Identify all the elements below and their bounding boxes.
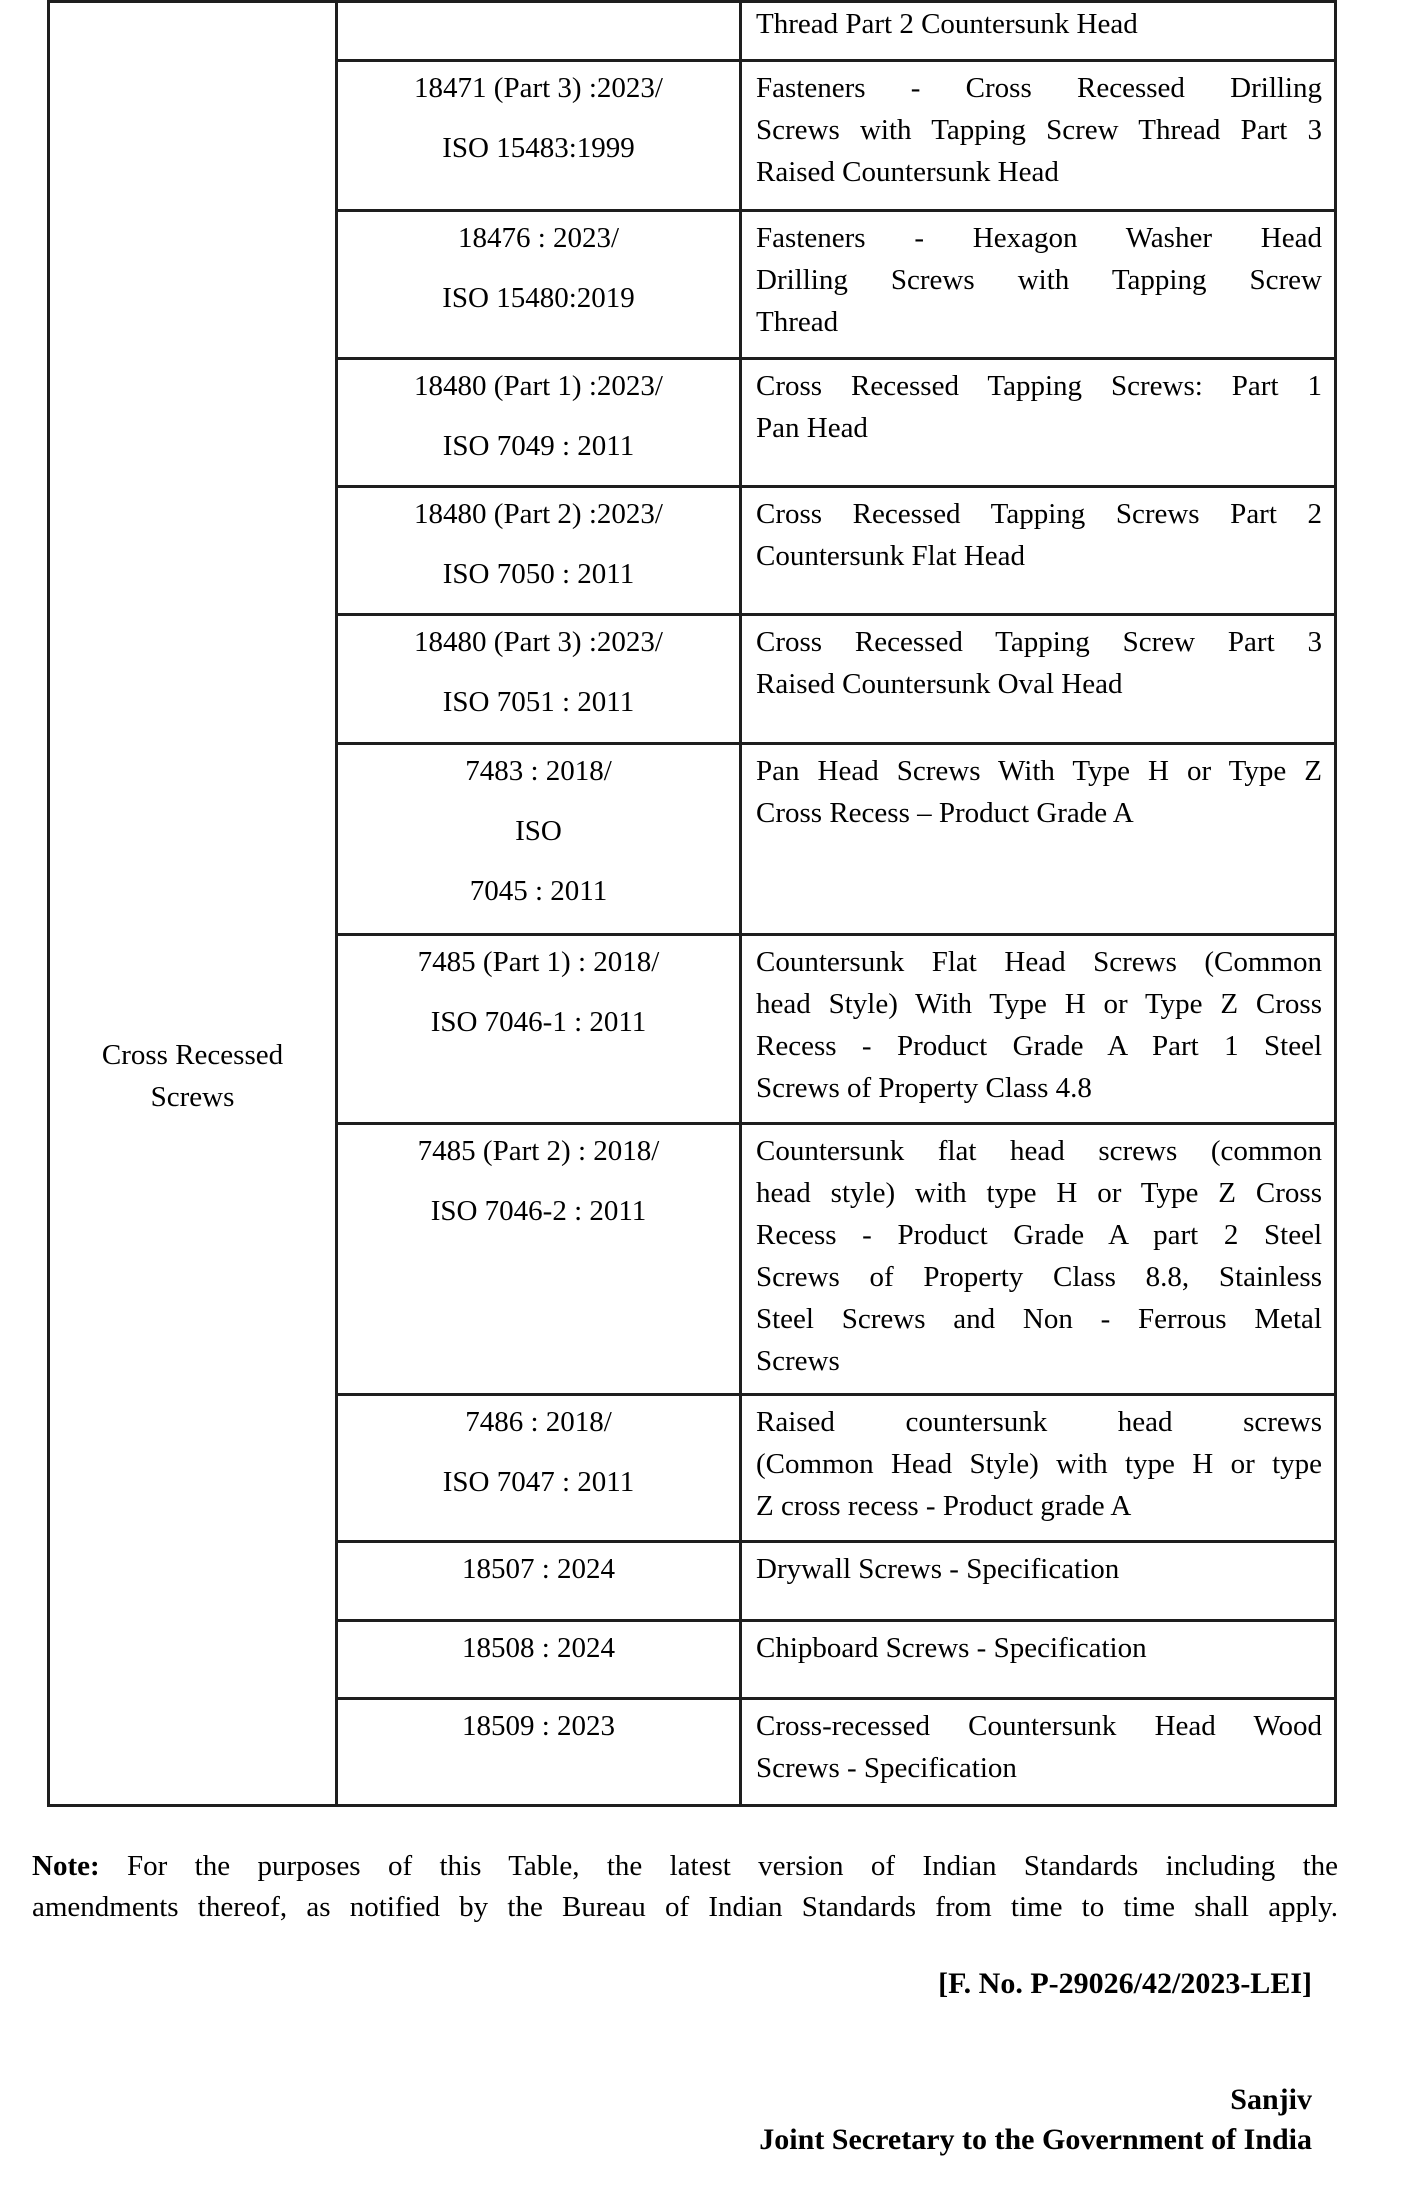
table-row	[338, 212, 1334, 360]
table-row	[338, 1622, 1334, 1700]
standard-number-cell	[338, 936, 742, 1122]
standard-number-cell	[338, 488, 742, 613]
standard-number-cell	[338, 62, 742, 209]
standard-number-line: 18471 (Part 3) :2023/	[414, 72, 663, 104]
category-label: Cross Recessed Screws	[101, 1039, 284, 1113]
standard-number-line: 18476 : 2023/	[457, 222, 620, 254]
standard-title-cell	[742, 1396, 1334, 1540]
table-row	[338, 3, 1334, 62]
standard-title-line: Z cross recess - Product grade A	[756, 1490, 1132, 1522]
standard-number-cell	[338, 1543, 742, 1619]
standard-title-cell	[742, 1700, 1334, 1804]
standard-number-line: 7045 : 2011	[469, 875, 608, 907]
table-row	[338, 936, 1334, 1125]
standard-title-line: Drilling Screws with Tapping Screw	[756, 264, 1322, 296]
standard-title-line: (Common Head Style) with type H or type	[756, 1448, 1322, 1480]
table-row	[338, 616, 1334, 745]
standard-title-line: Cross Recessed Tapping Screws: Part 1	[756, 370, 1322, 402]
standard-title-line: head Style) With Type H or Type Z Cross	[756, 988, 1322, 1020]
standard-number-line: ISO 7046-1 : 2011	[430, 1006, 647, 1038]
table-row	[338, 1700, 1334, 1804]
standard-number-line: ISO 7049 : 2011	[442, 430, 635, 462]
standard-number-line: 7486 : 2018/	[465, 1406, 612, 1438]
standard-title-cell	[742, 1543, 1334, 1619]
note-label: Note:	[32, 1850, 100, 1882]
standard-title-line: Screws	[756, 1345, 840, 1377]
table-row	[338, 62, 1334, 212]
table-row	[338, 1125, 1334, 1396]
signature-block	[759, 2080, 1312, 2160]
standard-title-cell	[742, 212, 1334, 357]
standard-number-cell	[338, 1396, 742, 1540]
signatory-title: Joint Secretary to the Government of India	[759, 2123, 1312, 2156]
standard-title-line: Countersunk Flat Head Screws (Common	[756, 946, 1322, 978]
standards-table	[47, 0, 1337, 1807]
standard-number-line: ISO 15483:1999	[442, 132, 635, 164]
standard-number-line: 18480 (Part 3) :2023/	[414, 626, 663, 658]
standard-title-line: Cross-recessed Countersunk Head Wood	[756, 1710, 1322, 1742]
standard-number-line: 18507 : 2024	[461, 1553, 616, 1585]
table-row	[338, 360, 1334, 488]
standard-title-cell	[742, 3, 1334, 59]
standard-title-line: Thread Part 2 Countersunk Head	[756, 8, 1138, 40]
standard-title-line: Screws with Tapping Screw Thread Part 3	[756, 114, 1322, 146]
standard-title-cell	[742, 360, 1334, 485]
table-row	[338, 1396, 1334, 1543]
standard-title-line: Screws of Property Class 8.8, Stainless	[756, 1261, 1322, 1293]
standard-number-line: ISO 7047 : 2011	[442, 1466, 635, 1498]
standard-title-cell	[742, 488, 1334, 613]
standard-number-line: 18509 : 2023	[461, 1710, 616, 1742]
standard-title-line: Cross Recessed Tapping Screw Part 3	[756, 626, 1322, 658]
standards-rows	[338, 3, 1334, 1804]
standard-number-line: ISO	[515, 815, 562, 847]
standard-title-line: Chipboard Screws - Specification	[756, 1632, 1147, 1664]
table-row	[338, 488, 1334, 616]
standard-number-line: 7485 (Part 1) : 2018/	[417, 946, 660, 978]
standard-number-cell	[338, 3, 742, 59]
standard-title-line: Screws - Specification	[756, 1752, 1017, 1784]
table-row	[338, 1543, 1334, 1622]
standard-number-cell	[338, 1622, 742, 1697]
standard-title-line: Cross Recess – Product Grade A	[756, 797, 1134, 829]
standard-number-cell	[338, 745, 742, 933]
standard-title-cell	[742, 62, 1334, 209]
standard-title-line: Pan Head Screws With Type H or Type Z	[756, 755, 1322, 787]
standard-title-line: Raised Countersunk Head	[756, 156, 1059, 188]
standard-number-line: ISO 7050 : 2011	[442, 558, 635, 590]
standard-title-line: Drywall Screws - Specification	[756, 1553, 1120, 1585]
table-row	[338, 745, 1334, 936]
standard-number-line: 7483 : 2018/	[465, 755, 612, 787]
signatory-name: Sanjiv	[1230, 2083, 1312, 2116]
note-text-1: For the purposes of this Table, the latest version of Indian Standards including the	[127, 1850, 1338, 1882]
standard-title-cell	[742, 936, 1334, 1122]
standard-number-cell	[338, 616, 742, 742]
note	[32, 1846, 1338, 1928]
standard-number-line: ISO 7046-2 : 2011	[430, 1195, 647, 1227]
standard-title-line: Cross Recessed Tapping Screws Part 2	[756, 498, 1322, 530]
standard-title-line: Thread	[756, 306, 839, 338]
standard-number-cell	[338, 1125, 742, 1393]
standard-number-line: 18480 (Part 2) :2023/	[414, 498, 663, 530]
standard-title-line: Recess - Product Grade A Part 1 Steel	[756, 1030, 1322, 1062]
note-line-1	[32, 1846, 1338, 1887]
standard-title-cell	[742, 1125, 1334, 1393]
standard-number-cell	[338, 212, 742, 357]
standard-title-line: Steel Screws and Non - Ferrous Metal	[756, 1303, 1322, 1335]
standard-title-line: Fasteners - Cross Recessed Drilling	[756, 72, 1322, 104]
note-line-2: amendments thereof, as notified by the Bureau of Indian Standards from time to time shall apply.	[32, 1891, 1338, 1923]
standard-title-line: Raised Countersunk Oval Head	[756, 668, 1123, 700]
standard-number-cell	[338, 360, 742, 485]
standard-title-line: Recess - Product Grade A part 2 Steel	[756, 1219, 1322, 1251]
standard-title-cell	[742, 745, 1334, 933]
standard-number-line: ISO 7051 : 2011	[442, 686, 635, 718]
standard-title-line: head style) with type H or Type Z Cross	[756, 1177, 1322, 1209]
standard-title-line: Pan Head	[756, 412, 868, 444]
standard-title-cell	[742, 616, 1334, 742]
standard-title-line: Screws of Property Class 4.8	[756, 1072, 1092, 1104]
file-number: [F. No. P-29026/42/2023-LEI]	[938, 1967, 1312, 2000]
standard-number-cell	[338, 1700, 742, 1804]
standard-title-line: Countersunk flat head screws (common	[756, 1135, 1322, 1167]
standard-number-line: 18480 (Part 1) :2023/	[414, 370, 663, 402]
standard-number-line: ISO 15480:2019	[442, 282, 635, 314]
standard-title-line: Fasteners - Hexagon Washer Head	[756, 222, 1322, 254]
standard-number-line: 18508 : 2024	[461, 1632, 616, 1664]
standard-title-line: Raised countersunk head screws	[756, 1406, 1322, 1438]
category-cell	[50, 3, 338, 1804]
standard-title-line: Countersunk Flat Head	[756, 540, 1026, 572]
standard-title-cell	[742, 1622, 1334, 1697]
standard-number-line: 7485 (Part 2) : 2018/	[417, 1135, 660, 1167]
